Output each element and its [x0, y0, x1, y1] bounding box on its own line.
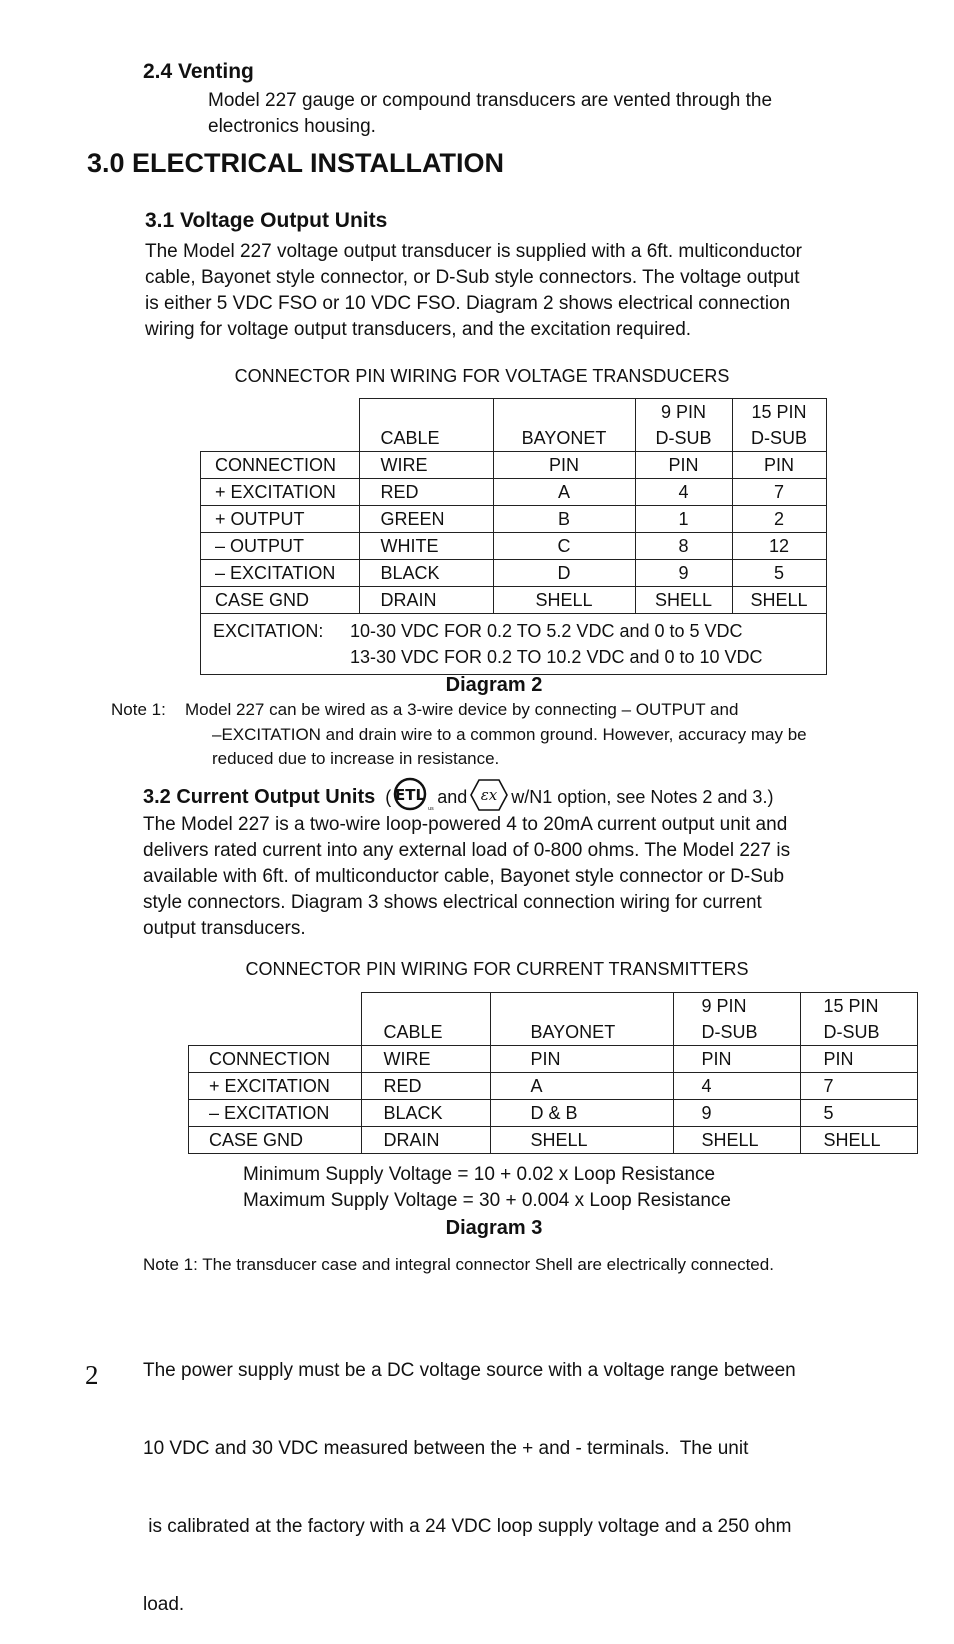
section-3-2-heading-line — [143, 778, 773, 816]
table-cell: + OUTPUT — [201, 506, 360, 533]
table-cell: WIRE — [359, 452, 493, 479]
table-cell: BLACK — [359, 560, 493, 587]
header-cell: 15 PIN — [800, 993, 917, 1020]
excitation-line: 10-30 VDC FOR 0.2 TO 5.2 VDC and 0 to 5 VDC — [350, 621, 743, 641]
note-line: Model 227 can be wired as a 3-wire device by connecting – OUTPUT and — [185, 700, 739, 719]
table-cell: D & B — [490, 1100, 673, 1127]
text-line: output transducers. — [143, 918, 306, 939]
note-prefix: Note 1: — [111, 700, 166, 719]
table-cell: – EXCITATION — [201, 560, 360, 587]
excitation-label: EXCITATION: — [213, 621, 324, 641]
section-3-1-text — [145, 239, 802, 343]
text-line: wiring for voltage output transducers, and the excitation required. — [145, 319, 692, 340]
text-line: The Model 227 is a two-wire loop-powered 4 to 20mA current output unit and — [143, 814, 788, 835]
header-cell: 9 PIN — [673, 993, 800, 1020]
table-cell: GREEN — [359, 506, 493, 533]
table-header-row — [201, 425, 827, 452]
table-cell: WHITE — [359, 533, 493, 560]
table-voltage — [200, 398, 827, 675]
table-cell: B — [493, 506, 635, 533]
header-cell: D-SUB — [800, 1019, 917, 1046]
section-3-1-heading: 3.1 Voltage Output Units — [145, 209, 388, 232]
table-cell: WIRE — [361, 1046, 490, 1073]
table-current-caption: CONNECTOR PIN WIRING FOR CURRENT TRANSMITTERS — [245, 959, 749, 979]
table-row — [189, 1100, 918, 1127]
table-cell: + EXCITATION — [201, 479, 360, 506]
table-row — [201, 533, 827, 560]
table-cell: – OUTPUT — [201, 533, 360, 560]
table-voltage-caption: CONNECTOR PIN WIRING FOR VOLTAGE TRANSDUCERS — [234, 366, 730, 386]
table-cell: DRAIN — [359, 587, 493, 614]
table-cell: CONNECTION — [201, 452, 360, 479]
table-cell: RED — [361, 1073, 490, 1100]
table-cell: 9 — [635, 560, 732, 587]
table-cell: PIN — [490, 1046, 673, 1073]
diagram-2-label: Diagram 2 — [445, 674, 543, 696]
table-row — [201, 452, 827, 479]
note-line: –EXCITATION and drain wire to a common ground. However, accuracy may be — [212, 724, 807, 744]
table-cell: SHELL — [635, 587, 732, 614]
text-line: load. — [143, 1594, 185, 1615]
table-cell: SHELL — [732, 587, 826, 614]
text-line: Model 227 gauge or compound transducers are vented through the — [208, 90, 773, 111]
table-current — [188, 992, 918, 1154]
header-cell: D-SUB — [673, 1019, 800, 1046]
table-cell: PIN — [635, 452, 732, 479]
table-header-row — [201, 399, 827, 426]
and-text: and — [437, 786, 468, 807]
excitation-line: 13-30 VDC FOR 0.2 TO 10.2 VDC and 0 to 10 VDC — [350, 647, 763, 667]
table-row — [201, 479, 827, 506]
table-cell: A — [493, 479, 635, 506]
table-cell: PIN — [732, 452, 826, 479]
text-line: The power supply must be a DC voltage source with a voltage range between — [143, 1360, 796, 1381]
header-cell: CABLE — [359, 425, 493, 452]
table-cell: 5 — [800, 1100, 917, 1127]
table-cell: 7 — [800, 1073, 917, 1100]
svg-text:ETL: ETL — [395, 785, 426, 804]
table-row — [201, 587, 827, 614]
note-voltage — [111, 698, 807, 772]
table-row — [189, 1046, 918, 1073]
table-cell: CASE GND — [201, 587, 360, 614]
header-cell: D-SUB — [635, 425, 732, 452]
section-2-4-text — [208, 88, 772, 140]
supply-voltage-formulas — [243, 1162, 731, 1214]
text-line: 10 VDC and 30 VDC measured between the + and - terminals. The unit — [143, 1438, 749, 1459]
table-cell: RED — [359, 479, 493, 506]
table-cell: PIN — [493, 452, 635, 479]
note-line: reduced due to increase in resistance. — [212, 749, 500, 768]
table-cell: BLACK — [361, 1100, 490, 1127]
table-cell: 9 — [673, 1100, 800, 1127]
table-cell: – EXCITATION — [189, 1100, 362, 1127]
excitation-row — [201, 614, 827, 675]
header-cell: BAYONET — [493, 425, 635, 452]
text-line: delivers rated current into any external load of 0-800 ohms. The Model 227 is — [143, 840, 791, 861]
header-cell: 15 PIN — [732, 399, 826, 426]
table-cell: 1 — [635, 506, 732, 533]
note-current: Note 1: The transducer case and integral connector Shell are electrically connected. — [143, 1255, 774, 1274]
table-cell: A — [490, 1073, 673, 1100]
formula-line: Minimum Supply Voltage = 10 + 0.02 x Loop Resistance — [243, 1164, 716, 1185]
table-cell: SHELL — [673, 1127, 800, 1154]
formula-line: Maximum Supply Voltage = 30 + 0.004 x Loop Resistance — [243, 1190, 731, 1211]
table-cell: 4 — [635, 479, 732, 506]
table-cell: C — [493, 533, 635, 560]
table-cell: SHELL — [493, 587, 635, 614]
text-line: is calibrated at the factory with a 24 VDC loop supply voltage and a 250 ohm — [143, 1516, 792, 1537]
svg-text:εx: εx — [481, 785, 498, 804]
table-cell: 2 — [732, 506, 826, 533]
text-line: The Model 227 voltage output transducer is supplied with a 6ft. multiconductor — [145, 241, 802, 262]
text-line: available with 6ft. of multiconductor cable, Bayonet style connector or D-Sub — [143, 866, 785, 887]
table-cell: D — [493, 560, 635, 587]
header-cell: 9 PIN — [635, 399, 732, 426]
table-cell: 12 — [732, 533, 826, 560]
section-3-2-text — [143, 812, 790, 942]
section-3-0-heading: 3.0 ELECTRICAL INSTALLATION — [87, 148, 505, 178]
table-cell: PIN — [800, 1046, 917, 1073]
diagram-3-label: Diagram 3 — [445, 1217, 543, 1239]
table-cell: CASE GND — [189, 1127, 362, 1154]
table-row — [201, 560, 827, 587]
text-line: cable, Bayonet style connector, or D-Sub style connectors. The voltage output — [145, 267, 800, 288]
section-3-2-suffix: w/N1 option, see Notes 2 and 3.) — [511, 786, 774, 807]
excitation-cell — [201, 614, 827, 675]
closing-paragraph — [143, 1306, 796, 1644]
table-cell: SHELL — [490, 1127, 673, 1154]
text-line: is either 5 VDC FSO or 10 VDC FSO. Diagram 2 shows electrical connection — [145, 293, 791, 314]
section-2-4-heading: 2.4 Venting — [143, 60, 254, 83]
paren-open: ( — [385, 786, 392, 807]
header-cell: D-SUB — [732, 425, 826, 452]
table-cell: + EXCITATION — [189, 1073, 362, 1100]
table-cell: CONNECTION — [189, 1046, 362, 1073]
page-number: 2 — [85, 1360, 99, 1390]
text-line: electronics housing. — [208, 116, 376, 137]
header-cell: BAYONET — [490, 1019, 673, 1046]
header-cell: CABLE — [361, 1019, 490, 1046]
svg-text:us: us — [428, 805, 435, 812]
table-cell: 7 — [732, 479, 826, 506]
table-cell: PIN — [673, 1046, 800, 1073]
table-header-row — [189, 993, 918, 1020]
table-row — [189, 1073, 918, 1100]
text-line: style connectors. Diagram 3 shows electrical connection wiring for current — [143, 892, 762, 913]
table-cell: DRAIN — [361, 1127, 490, 1154]
table-cell: SHELL — [800, 1127, 917, 1154]
table-header-row — [189, 1019, 918, 1046]
section-3-2-heading: 3.2 Current Output Units — [143, 785, 376, 808]
table-cell: 5 — [732, 560, 826, 587]
table-row — [201, 506, 827, 533]
table-cell: 4 — [673, 1073, 800, 1100]
table-cell: 8 — [635, 533, 732, 560]
table-row — [189, 1127, 918, 1154]
